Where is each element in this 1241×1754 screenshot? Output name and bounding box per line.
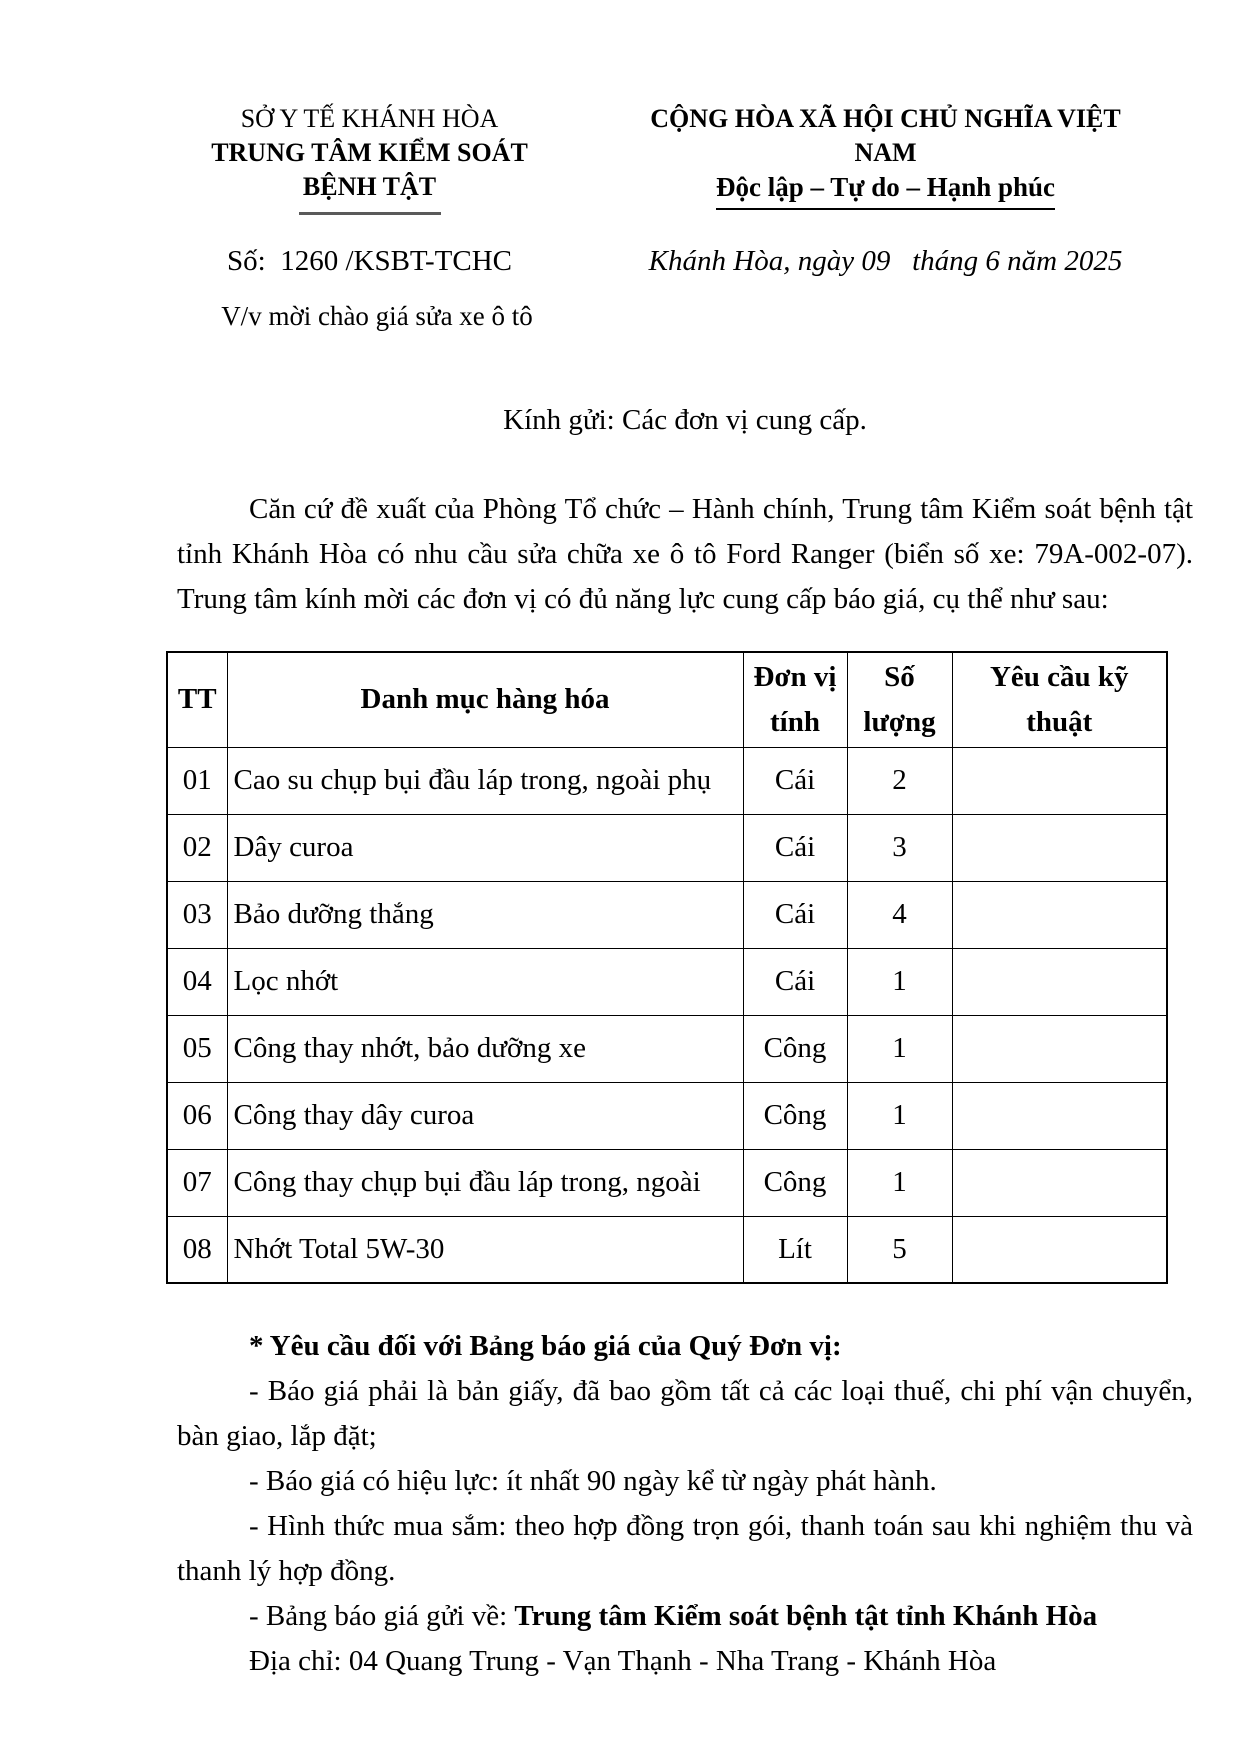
cell-tt: 03 [167,881,227,948]
document-number: Số: 1260 /KSBT-TCHC [227,245,512,278]
table-row [167,1149,1167,1216]
cell-tt: 07 [167,1149,227,1216]
cell-unit: Cái [743,881,847,948]
requirement-item: - Hình thức mua sắm: theo hợp đồng trọn gói, thanh toán sau khi nghiệm thu và thanh lý hợp đồng. [177,1510,1193,1587]
cell-qty: 3 [847,814,952,881]
cell-spec [952,747,1167,814]
cell-qty: 4 [847,881,952,948]
table-row [167,1082,1167,1149]
national-motto-block [633,102,1138,210]
cell-unit: Công [743,1082,847,1149]
org-underline-rule [299,212,441,215]
cell-item: Nhớt Total 5W-30 [227,1216,743,1283]
cell-tt: 06 [167,1082,227,1149]
intro-paragraph: Căn cứ đề xuất của Phòng Tổ chức – Hành chính, Trung tâm Kiểm soát bệnh tật tỉnh Khánh Hòa có nhu cầu sửa chữa xe ô tô Ford Ranger (biển số xe: 79A-002-07). Trung tâm kính mời các đơn vị có đủ năng lực cung cấp báo giá, cụ thể như sau: [177,493,1193,615]
cell-spec [952,814,1167,881]
place-date-line: Khánh Hòa, ngày 09 tháng 6 năm 2025 [648,245,1123,278]
cell-unit: Công [743,1015,847,1082]
cell-item: Công thay nhớt, bảo dưỡng xe [227,1015,743,1082]
cell-tt: 04 [167,948,227,1015]
header-cell-tt: TT [167,652,227,747]
cell-spec [952,1216,1167,1283]
cell-qty: 1 [847,1149,952,1216]
superior-org-name: SỞ Y TẾ KHÁNH HÒA [240,104,499,133]
cell-spec [952,1149,1167,1216]
requirements-title: * Yêu cầu đối với Bảng báo giá của Quý Đơn vị: [249,1330,842,1363]
salutation: Kính gửi: Các đơn vị cung cấp. [503,404,867,437]
requirement-item-send-to [177,1594,1193,1639]
cell-unit: Công [743,1149,847,1216]
cell-spec [952,1082,1167,1149]
header-cell-spec: Yêu cầu kỹ thuật [952,652,1167,747]
cell-item: Dây curoa [227,814,743,881]
address-line: Địa chỉ: 04 Quang Trung - Vạn Thạnh - Nha Trang - Khánh Hòa [249,1644,997,1677]
issuing-org-name: TRUNG TÂM KIỂM SOÁT BỆNH TẬT [211,137,528,201]
cell-qty: 1 [847,1082,952,1149]
header-cell-qty: Số lượng [847,652,952,747]
subject-row [177,296,1193,338]
header-cell-item: Danh mục hàng hóa [227,652,743,747]
table-row [167,814,1167,881]
send-to-org-name: Trung tâm Kiểm soát bệnh tật tỉnh Khánh Hòa [514,1599,1098,1632]
cell-unit: Lít [743,1216,847,1283]
cell-qty: 2 [847,747,952,814]
cell-qty: 5 [847,1216,952,1283]
national-motto: Độc lập – Tự do – Hạnh phúc [716,170,1055,210]
cell-tt: 02 [167,814,227,881]
cell-qty: 1 [847,1015,952,1082]
requirement-item: - Báo giá phải là bản giấy, đã bao gồm tất cả các loại thuế, chi phí vận chuyển, bàn giao, lắp đặt; [177,1375,1193,1453]
cell-spec [952,881,1167,948]
cell-item: Cao su chụp bụi đầu láp trong, ngoài phụ [227,747,743,814]
cell-item: Bảo dưỡng thắng [227,881,743,948]
requirement-item: - Báo giá có hiệu lực: ít nhất 90 ngày kể từ ngày phát hành. [249,1465,937,1498]
send-to-prefix: - Bảng báo giá gửi về: [249,1599,515,1632]
cell-tt: 05 [167,1015,227,1082]
ref-date-row [177,239,1193,284]
cell-tt: 01 [167,747,227,814]
issuing-org-block [177,102,562,215]
cell-qty: 1 [847,948,952,1015]
cell-tt: 08 [167,1216,227,1283]
republic-title: CỘNG HÒA XÃ HỘI CHỦ NGHĨA VIỆT NAM [650,104,1121,167]
table-row [167,1216,1167,1283]
cell-item: Lọc nhớt [227,948,743,1015]
document-header [177,102,1193,215]
cell-unit: Cái [743,747,847,814]
table-row [167,1015,1167,1082]
cell-item: Công thay chụp bụi đầu láp trong, ngoài [227,1149,743,1216]
table-row [167,747,1167,814]
header-cell-unit: Đơn vị tính [743,652,847,747]
cell-spec [952,1015,1167,1082]
subject-line: V/v mời chào giá sửa xe ô tô [221,301,533,332]
cell-spec [952,948,1167,1015]
quotation-table [166,651,1168,1284]
cell-unit: Cái [743,948,847,1015]
table-row [167,948,1167,1015]
table-row [167,881,1167,948]
table-header-row [167,652,1167,747]
cell-item: Công thay dây curoa [227,1082,743,1149]
requirements-section [177,1324,1193,1684]
cell-unit: Cái [743,814,847,881]
